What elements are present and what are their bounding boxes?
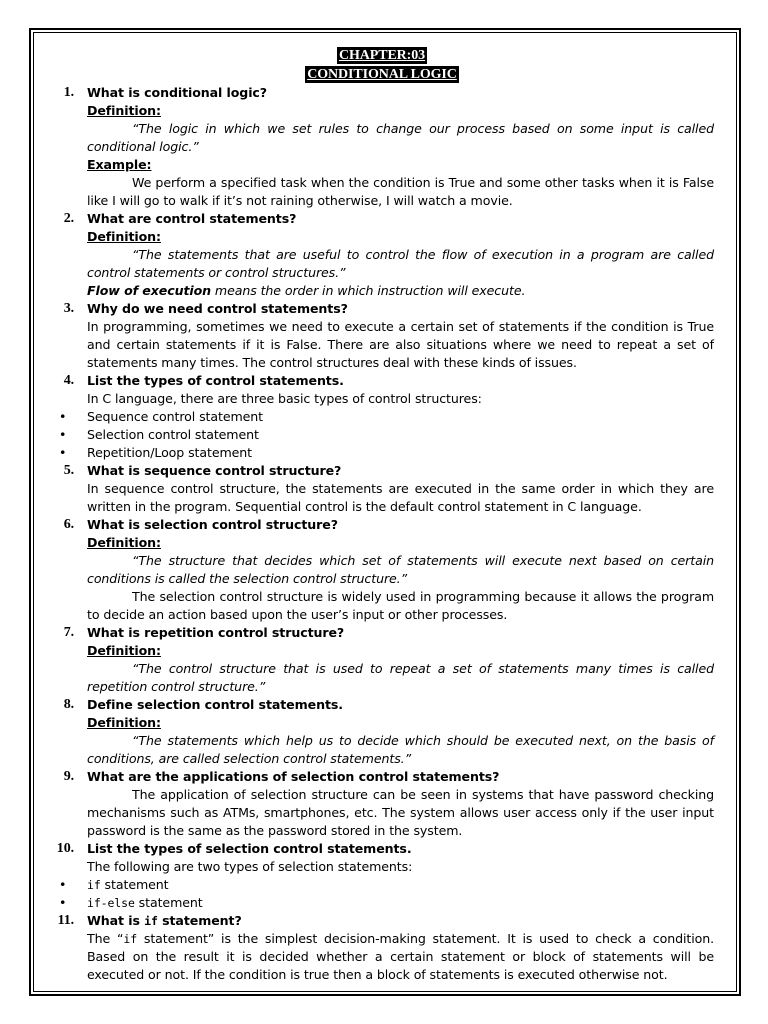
question-number: 7.: [63, 625, 74, 640]
definition-label: Definition:: [87, 535, 161, 550]
question-number: 10.: [56, 841, 74, 856]
question-11: [50, 912, 714, 930]
question-text: List the types of control statements.: [87, 373, 344, 388]
question-number: 11.: [57, 913, 74, 928]
chapter-title: CONDITIONAL LOGIC: [307, 67, 457, 82]
definition-label: Definition:: [87, 103, 161, 118]
question-text: What are control statements?: [87, 211, 297, 226]
answer-text: The selection control structure is widely used in programming because it allows the program to decide an action based upon the user’s input or other processes.: [87, 589, 714, 622]
example-text: We perform a specified task when the condition is True and some other tasks when it is False like I will go to walk if it’s not raining otherwise, I will watch a movie.: [87, 175, 714, 208]
definition-text: “The logic in which we set rules to change our process based on some input is called conditional logic.”: [87, 121, 714, 154]
question-text: What is selection control structure?: [87, 517, 338, 532]
flow-term: Flow of execution: [87, 283, 211, 298]
question-text: What are the applications of selection control statements?: [87, 769, 500, 784]
list-item-text: statement: [100, 877, 169, 892]
question-text: Why do we need control statements?: [87, 301, 348, 316]
answer-text: In sequence control structure, the statements are executed in the same order in which they are written in the program. Sequential control is the default control statement in C language.: [87, 481, 714, 514]
question-text: statement?: [157, 913, 242, 928]
question-3: [50, 300, 714, 318]
question-1: [50, 84, 714, 102]
question-text: What is conditional logic?: [87, 85, 267, 100]
question-2: [50, 210, 714, 228]
answer-text: In programming, sometimes we need to execute a certain set of statements if the condition is True and certain statements if it is False. There are also situations where we need to repeat a set of statements many times. The control structures deal with these kinds of issues.: [87, 319, 714, 370]
question-number: 2.: [63, 211, 74, 226]
question-number: 6.: [63, 517, 74, 532]
list-item: • Sequence control statement: [50, 408, 714, 426]
definition-text: “The statements that are useful to control the flow of execution in a program are called control statements or control structures.”: [87, 247, 714, 280]
list-item: • Repetition/Loop statement: [50, 444, 714, 462]
question-number: 5.: [63, 463, 74, 478]
definition-text: “The structure that decides which set of statements will execute next based on certain conditions is called the selection control structure.”: [87, 553, 714, 586]
definition-text: “The control structure that is used to repeat a set of statements many times is called repetition control structure.”: [87, 661, 714, 694]
definition-text: “The statements which help us to decide which should be executed next, on the basis of conditions, are called selection control statements.”: [87, 733, 714, 766]
list-item: • Selection control statement: [50, 426, 714, 444]
chapter-heading: [50, 46, 714, 84]
chapter-number: CHAPTER:03: [338, 48, 426, 63]
code-keyword: if-else: [87, 896, 135, 910]
question-text: What is sequence control structure?: [87, 463, 342, 478]
document-body: [50, 46, 714, 984]
answer-fragment: The “: [87, 931, 124, 946]
question-5: [50, 462, 714, 480]
code-keyword: if: [87, 878, 101, 892]
question-10: [50, 840, 714, 858]
question-7: [50, 624, 714, 642]
question-number: 1.: [63, 85, 74, 100]
question-9: [50, 768, 714, 786]
flow-rest: means the order in which instruction will execute.: [211, 283, 526, 298]
question-6: [50, 516, 714, 534]
answer-intro: The following are two types of selection statements:: [87, 859, 413, 874]
question-text: Define selection control statements.: [87, 697, 343, 712]
code-keyword: if: [144, 914, 158, 928]
list-item: [50, 876, 714, 894]
definition-label: Definition:: [87, 229, 161, 244]
answer-intro: In C language, there are three basic types of control structures:: [87, 391, 482, 406]
question-text: What is repetition control structure?: [87, 625, 345, 640]
definition-label: Definition:: [87, 643, 161, 658]
definition-label: Definition:: [87, 715, 161, 730]
answer-text: The application of selection structure can be seen in systems that have password checking mechanisms such as ATMs, smartphones, etc. The system allows user access only if the user input password is the same as the password stored in the system.: [87, 787, 714, 838]
question-number: 4.: [63, 373, 74, 388]
flow-of-execution-note: [50, 282, 714, 300]
list-item: [50, 894, 714, 912]
answer-text: [50, 930, 714, 984]
example-label: Example:: [87, 157, 152, 172]
question-number: 8.: [63, 697, 74, 712]
question-number: 9.: [63, 769, 74, 784]
question-number: 3.: [63, 301, 74, 316]
question-4: [50, 372, 714, 390]
list-item-text: statement: [134, 895, 203, 910]
question-text: List the types of selection control statements.: [87, 841, 412, 856]
question-8: [50, 696, 714, 714]
code-keyword: if: [123, 932, 138, 946]
answer-fragment: statement” is the simplest decision-making statement. It is used to check a condition. Based on the result it is decided whether a certain statement or block of statements will be executed or not. If the condition is true then a block of statements is executed otherwise not.: [87, 931, 714, 982]
question-text: What is: [87, 913, 145, 928]
